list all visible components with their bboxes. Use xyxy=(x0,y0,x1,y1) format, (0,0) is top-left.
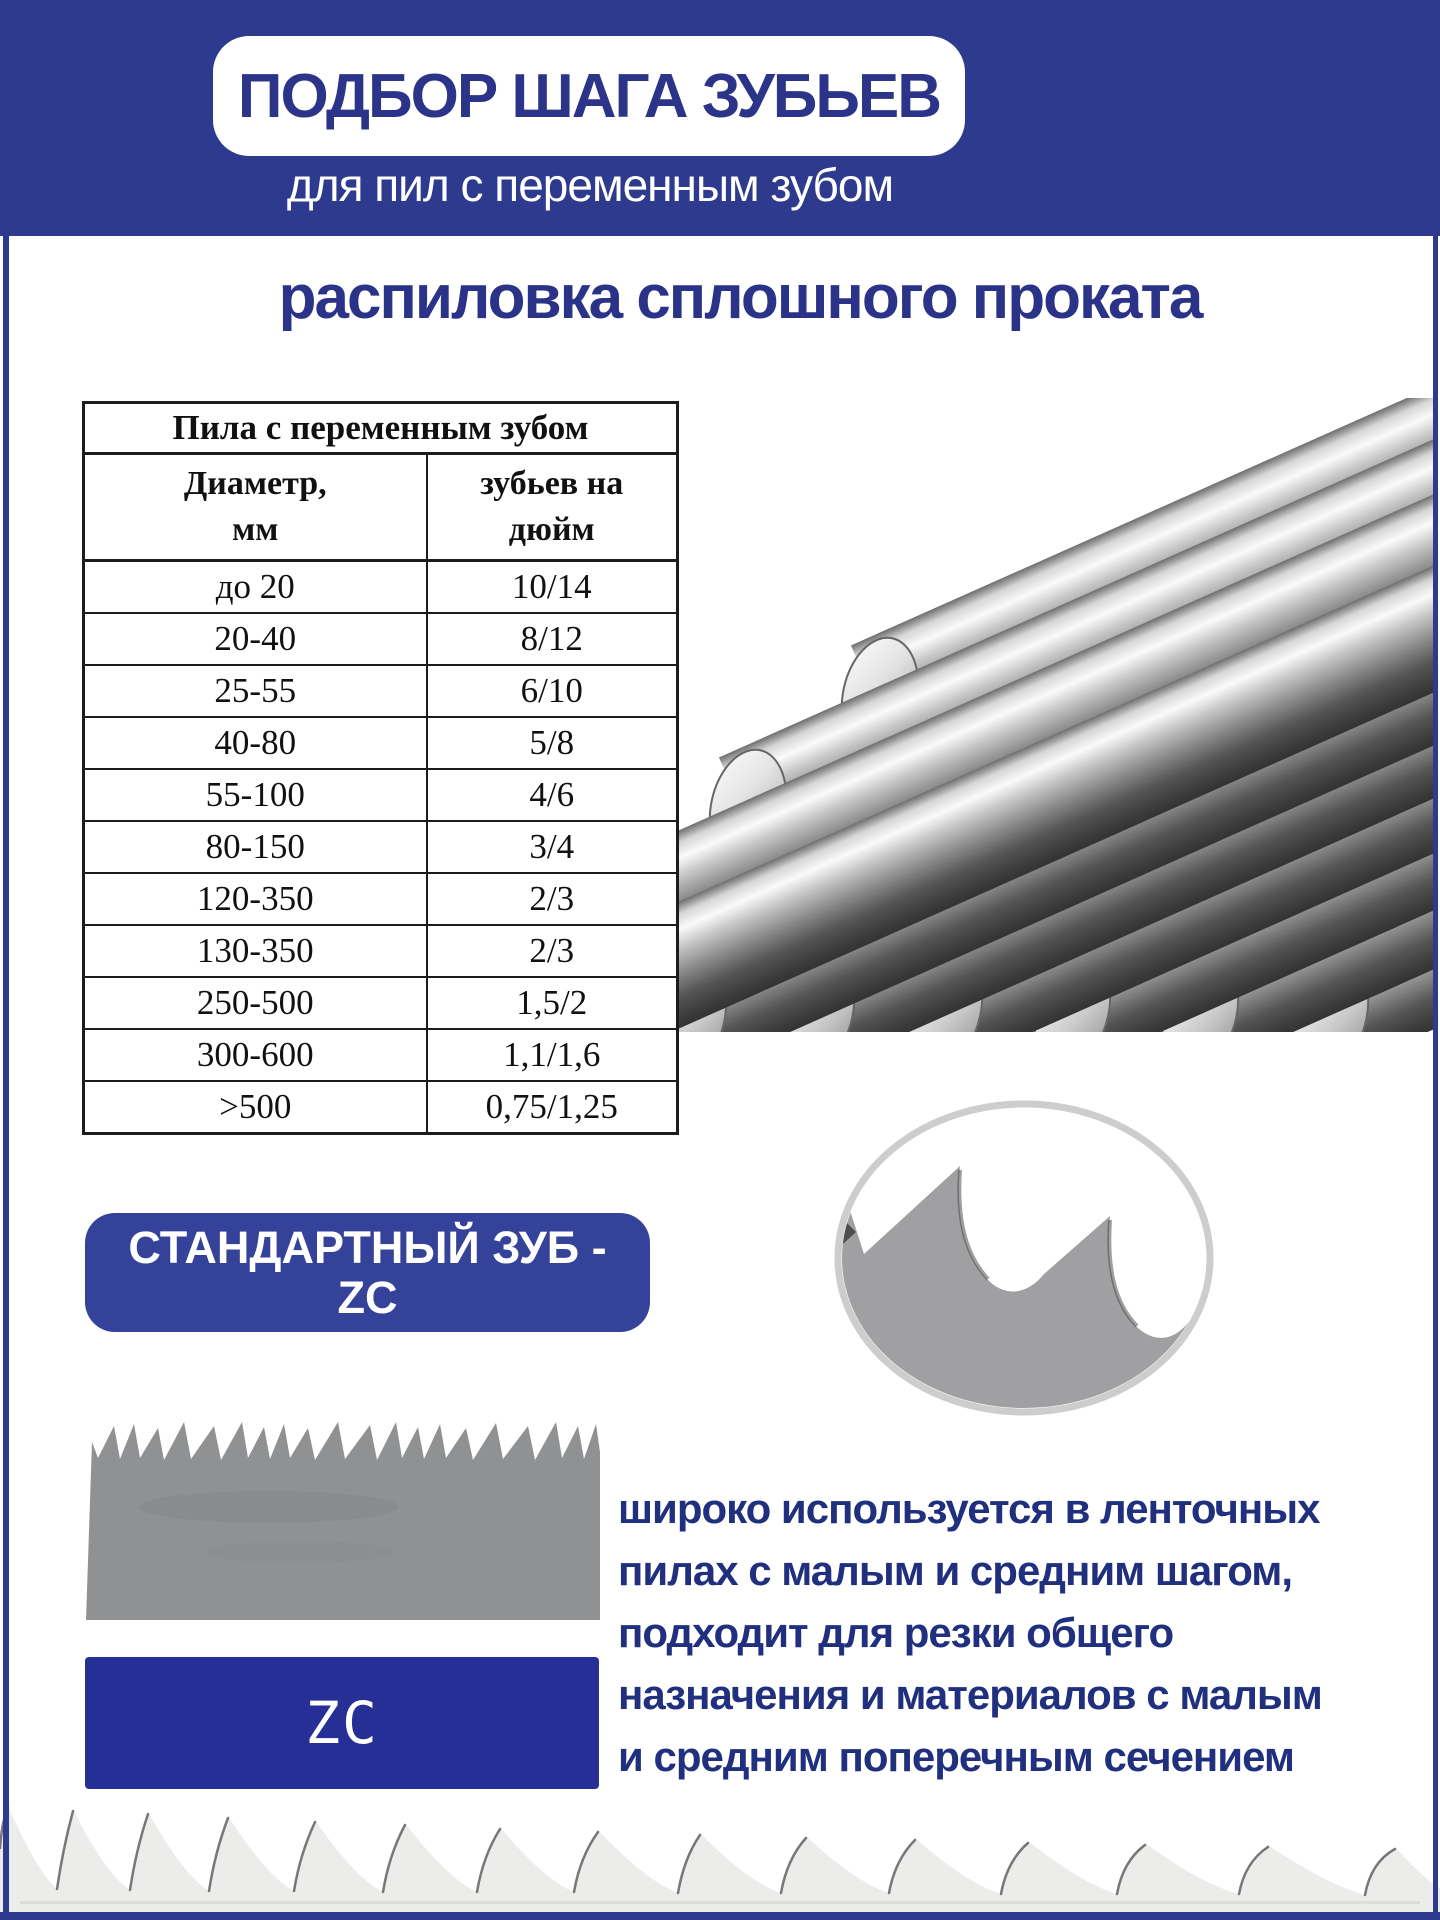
table-row: 250-500 1,5/2 xyxy=(84,977,678,1029)
steel-rods-image xyxy=(590,398,1438,1032)
column-header-diameter: Диаметр, мм xyxy=(84,454,427,561)
description-line: подходит для резки общего xyxy=(618,1609,1174,1656)
zc-bar xyxy=(85,1657,599,1789)
page-title: ПОДБОР ШАГА ЗУБЬЕВ xyxy=(237,61,941,131)
table-row: 55-100 4/6 xyxy=(84,769,678,821)
header-subtitle: для пил с переменным зубом xyxy=(286,159,894,211)
section-title: распиловка сплошного проката xyxy=(278,263,1202,332)
blade-image xyxy=(84,1412,600,1622)
table-row: 80-150 3/4 xyxy=(84,821,678,873)
page-border-right xyxy=(1433,236,1438,1920)
table-row: до 20 10/14 xyxy=(84,561,678,614)
pitch-table xyxy=(82,401,679,1135)
description-line: пилах с малым и средним шагом, xyxy=(618,1547,1293,1594)
description-text xyxy=(618,1478,1438,1788)
table-row: 20-40 8/12 xyxy=(84,613,678,665)
table-title: Пила с переменным зубом xyxy=(84,403,678,454)
description-line: широко используется в ленточных xyxy=(618,1485,1320,1532)
page-border-left xyxy=(3,236,9,1920)
description-line: и средним поперечным сечением xyxy=(618,1733,1294,1780)
title-box xyxy=(213,36,965,156)
table-row: 40-80 5/8 xyxy=(84,717,678,769)
standard-tooth-label-line1: СТАНДАРТНЫЙ ЗУБ - xyxy=(128,1221,607,1273)
description-line: назначения и материалов с малым xyxy=(618,1671,1322,1718)
table-row: 25-55 6/10 xyxy=(84,665,678,717)
table-row: 120-350 2/3 xyxy=(84,873,678,925)
bottom-blade-edge-image xyxy=(0,1780,1440,1920)
page-border-bottom xyxy=(0,1912,1440,1920)
standard-tooth-label xyxy=(85,1213,650,1332)
column-header-tpi: зубьев на дюйм xyxy=(427,454,678,561)
table-row: >500 0,75/1,25 xyxy=(84,1081,678,1134)
zc-bar-label: ZC xyxy=(305,1689,379,1757)
tooth-profile-image xyxy=(818,1088,1230,1432)
table-row: 130-350 2/3 xyxy=(84,925,678,977)
standard-tooth-label-line2: ZC xyxy=(337,1271,398,1323)
table-row: 300-600 1,1/1,6 xyxy=(84,1029,678,1081)
